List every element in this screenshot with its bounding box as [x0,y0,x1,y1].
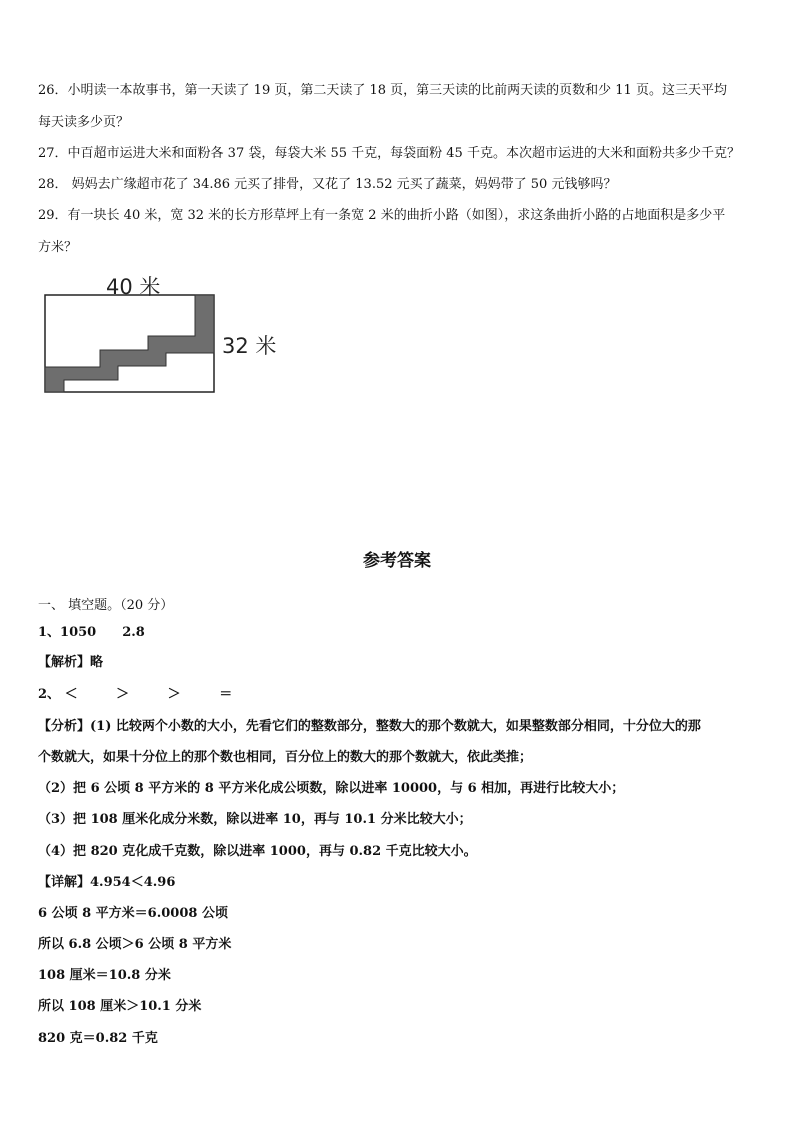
detail-6: 820 克＝0.82 千克 [38,1031,158,1046]
answer-2 [38,686,232,704]
answer-2-symbol: ＞ [167,687,181,702]
answer-1-value-1: 1、1050 [38,625,97,640]
question-29-line2: 方米？ [38,240,78,255]
width-label: 32 米 [222,334,277,358]
answer-1 [38,624,145,642]
answer-1-value-2: 2.8 [122,625,145,640]
answer-2-symbol: ＜ [64,687,78,702]
length-label: 40 米 [106,275,161,299]
answer-2-symbol: ＝ [219,687,233,702]
detail-3: 所以 6.8 公顷＞6 公顷 8 平方米 [38,937,232,952]
analysis-line-2: 个数就大，如果十分位上的那个数也相同，百分位上的数大的那个数就大，依此类推； [38,750,533,765]
question-29-line1: 29．有一块长 40 米，宽 32 米的长方形草坪上有一条宽 2 米的曲折小路（如图），求这条曲折小路的占地面积是多少平 [38,208,726,223]
question-26-line1: 26．小明读一本故事书，第一天读了 19 页，第二天读了 18 页，第三天读的比前两天读的页数和少 11 页。这三天平均 [38,83,727,98]
analysis-2: （2）把 6 公顷 8 平方米的 8 平方米化成公顷数，除以进率 10000，与 6 相加，再进行比较大小； [38,781,625,796]
question-26-line2: 每天读多少页？ [38,115,130,130]
question-27: 27．中百超市运进大米和面粉各 37 袋，每袋大米 55 千克，每袋面粉 45 千克。本次超市运进的大米和面粉共多少千克？ [38,146,740,161]
analysis-line-1: 【分析】(1) 比较两个小数的大小，先看它们的整数部分，整数大的那个数就大，如果整数部分相同，十分位大的那 [38,719,701,734]
answer-1-note: 【解析】略 [38,655,104,670]
answers-title: 参考答案 [363,551,431,571]
detail-5: 所以 108 厘米＞10.1 分米 [38,999,202,1014]
analysis-4: （4）把 820 克化成千克数，除以进率 1000，再与 0.82 千克比较大小。 [38,844,477,859]
detail-2: 6 公顷 8 平方米＝6.0008 公顷 [38,906,228,921]
detail-1: 【详解】4.954＜4.96 [38,875,176,890]
lawn-path-figure [30,272,330,402]
answer-2-symbol: ＞ [116,687,130,702]
detail-4: 108 厘米＝10.8 分米 [38,968,171,983]
answer-2-prefix: 2、 [38,687,61,702]
section-1-heading: 一、 填空题。（20 分） [38,598,174,613]
question-28: 28． 妈妈去广缘超市花了 34.86 元买了排骨，又花了 13.52 元买了蔬菜，妈妈带了 50 元钱够吗？ [38,177,617,192]
analysis-3: （3）把 108 厘米化成分米数，除以进率 10，再与 10.1 分米比较大小； [38,812,472,827]
